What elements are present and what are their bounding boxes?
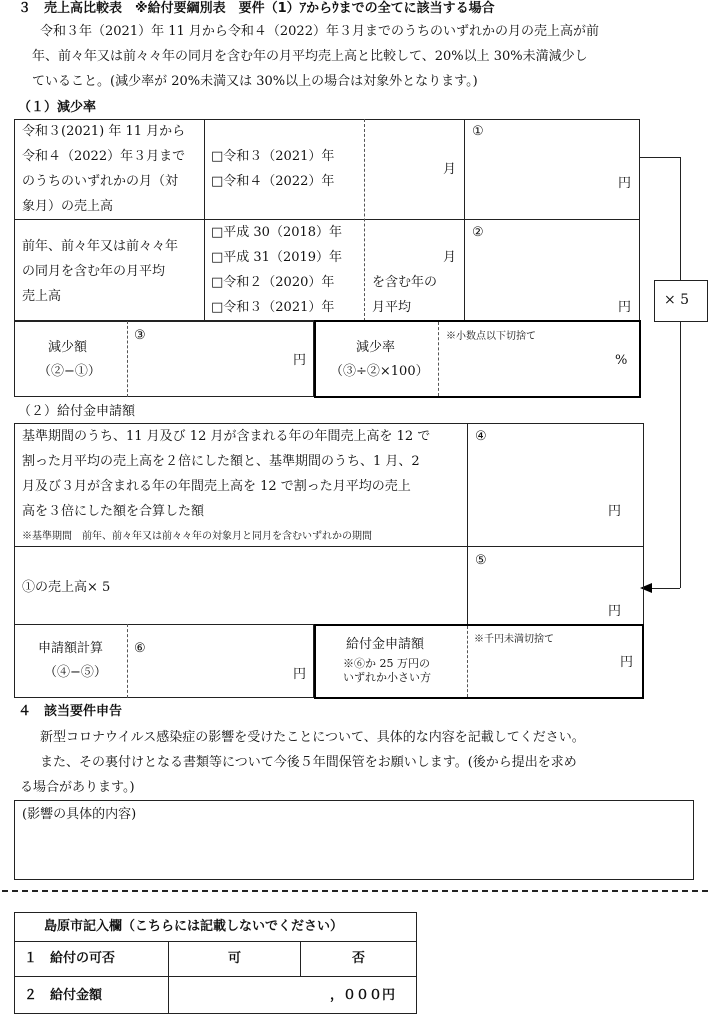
row1-option-r3[interactable]: □令和３（2021）年 [211, 149, 335, 164]
row4-text-1: 基準期間のうち、11 月及び 12 月が含まれる年の年間売上高を 12 で [22, 429, 431, 444]
intro-line-2: 年、前々年又は前々々年の同月を含む年の月平均売上高と比較して、20%以上 30%未満減少し [32, 49, 588, 64]
row1-month-suffix: 月 [443, 162, 457, 177]
impact-detail-label: (影響の具体的内容) [22, 807, 137, 822]
row4-text-4: 高を３倍にした額を合算した額 [22, 504, 205, 519]
multiply-label: × 5 [664, 292, 690, 308]
reduction-amount-number: ③ [134, 328, 146, 343]
row2-number: ② [472, 225, 484, 240]
connector-top [640, 157, 680, 158]
row2-label-2: の同月を含む年の月平均 [22, 264, 166, 279]
section3-heading: ３ 売上高比較表 ※給付要綱別表 要件（1）ｱからｳまでの全てに該当する場合 [18, 1, 495, 16]
row5-unit: 円 [608, 604, 622, 619]
application-amount-cond-2: いずれか小さい方 [343, 671, 431, 684]
row1-unit: 円 [618, 176, 632, 191]
row1-label-2: 令和４（2022）年３月まで [22, 149, 186, 164]
city-ng: 否 [352, 951, 366, 966]
application-amount-unit: 円 [620, 655, 634, 670]
row4-number: ④ [475, 429, 487, 444]
row4-note: ※基準期間 前年、前々年又は前々々年の対象月と同月を含むいずれかの期間 [22, 531, 372, 542]
row4-text-2: 割った月平均の売上高を２倍にした額と、基準期間のうち、1 月、2 [22, 454, 420, 469]
reduction-amount-formula: （②−①） [38, 364, 101, 379]
sub2-title: （２）給付金申請額 [18, 404, 136, 419]
connector-bottom [650, 588, 680, 589]
row1-number: ① [472, 124, 484, 139]
reduction-rate-unit: % [615, 353, 628, 368]
section4-line-2: また、その裏付けとなる書類等について今後５年間保管をお願いします。(後から提出を求め [40, 755, 577, 770]
application-calc-unit: 円 [293, 667, 307, 682]
row4-text-3: 月及び３月が含まれる年の年間売上高を 12 で割った月平均の売上 [22, 479, 411, 494]
connector-vertical-1 [680, 157, 681, 280]
city-row2-label: ２ 給付金額 [24, 988, 103, 1003]
sub1-title: （１）減少率 [18, 100, 97, 115]
section4-heading: ４ 該当要件申告 [18, 704, 123, 719]
row2-month-note-2: 月平均 [372, 300, 412, 315]
city-row1-label: １ 給付の可否 [24, 951, 116, 966]
row2-option-r3[interactable]: □令和３（2021）年 [211, 300, 335, 315]
connector-vertical-2 [680, 322, 681, 588]
row2-label-1: 前年、前々年又は前々々年 [22, 239, 179, 254]
row1-label-1: 令和３(2021) 年 11 月から [22, 124, 186, 139]
reduction-amount-label: 減少額 [48, 340, 88, 355]
row2-option-r2[interactable]: □令和２（2020）年 [211, 275, 335, 290]
row4-unit: 円 [608, 504, 622, 519]
row2-unit: 円 [618, 300, 632, 315]
application-amount-label: 給付金申請額 [346, 637, 425, 652]
section4-line-1: 新型コロナウイルス感染症の影響を受けたことについて、具体的な内容を記載してください。 [40, 730, 585, 745]
row1-label-4: 象月）の売上高 [22, 199, 114, 214]
application-amount-note: ※千円未満切捨て [474, 634, 554, 645]
intro-line-3: ていること。(減少率が 20%未満又は 30%以上の場合は対象外となります。) [32, 74, 478, 89]
row2-option-h31[interactable]: □平成 31（2019）年 [211, 250, 343, 265]
city-ok: 可 [228, 951, 242, 966]
application-calc-label: 申請額計算 [38, 641, 104, 656]
section4-line-3: る場合があります。) [20, 780, 135, 795]
row2-option-h30[interactable]: □平成 30（2018）年 [211, 225, 343, 240]
city-amount: ，０００円 [330, 988, 396, 1003]
cut-line [2, 890, 708, 892]
row5-text: ①の売上高× 5 [22, 580, 111, 595]
row5-number: ⑤ [475, 553, 487, 568]
row2-month-suffix: 月 [443, 250, 457, 265]
reduction-rate-note: ※小数点以下切捨て [446, 331, 536, 342]
city-title: 島原市記入欄（こちらには記載しないでください） [44, 919, 344, 934]
reduction-rate-label: 減少率 [356, 340, 396, 355]
application-calc-formula: （④−⑤） [44, 665, 107, 680]
reduction-rate-formula: （③÷②×100） [330, 364, 429, 379]
application-amount-cond-1: ※⑥か 25 万円の [343, 657, 430, 670]
application-calc-number: ⑥ [134, 641, 146, 656]
row2-label-3: 売上高 [22, 289, 62, 304]
row2-month-note-1: を含む年の [372, 275, 438, 290]
reduction-amount-unit: 円 [293, 353, 307, 368]
row1-option-r4[interactable]: □令和４（2022）年 [211, 174, 335, 189]
intro-line-1: 令和３年（2021）年 11 月から令和４（2022）年３月までのうちのいずれかの月の売上高が前 [40, 24, 599, 39]
row1-label-3: のうちのいずれかの月（対 [22, 174, 179, 189]
